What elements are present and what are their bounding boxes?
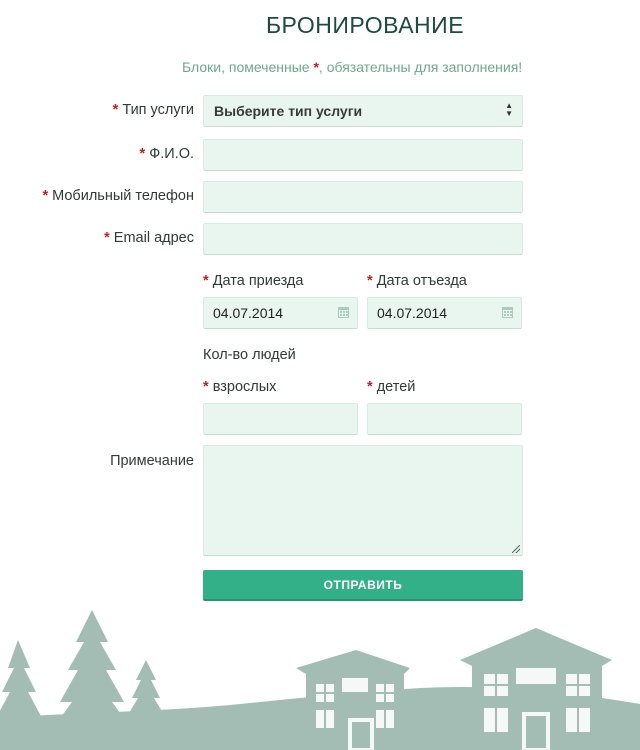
departure-date-value: 04.07.2014 xyxy=(377,305,448,321)
arrival-date-label xyxy=(203,273,303,289)
required-mark: * xyxy=(203,273,209,289)
landscape-illustration xyxy=(0,600,640,750)
mobile-phone-label xyxy=(42,188,194,204)
calendar-icon[interactable] xyxy=(502,307,513,318)
departure-date-input[interactable] xyxy=(367,297,522,329)
email-label-text: Email адрес xyxy=(113,230,194,246)
page-title: БРОНИРОВАНИЕ xyxy=(265,12,465,38)
required-mark: * xyxy=(42,188,49,204)
service-type-label-text: Тип услуги xyxy=(122,102,194,118)
full-name-label xyxy=(140,146,195,162)
required-mark: * xyxy=(104,230,110,246)
departure-date-label-text: Дата отъезда xyxy=(376,273,467,289)
service-type-selected-value: Выберите тип услуги xyxy=(214,103,363,119)
required-mark: * xyxy=(203,379,209,395)
service-type-select[interactable] xyxy=(203,95,523,127)
full-name-label-text: Ф.И.О. xyxy=(149,146,194,162)
required-note xyxy=(182,59,522,75)
service-type-label xyxy=(113,102,194,118)
arrival-date-value: 04.07.2014 xyxy=(213,305,284,321)
mobile-phone-input[interactable] xyxy=(203,181,523,213)
arrival-date-input[interactable] xyxy=(203,297,358,329)
required-mark: * xyxy=(139,146,146,162)
required-mark: * xyxy=(367,273,373,289)
resize-grip-icon[interactable] xyxy=(512,545,520,553)
departure-date-label xyxy=(367,273,467,289)
required-mark: * xyxy=(112,102,119,118)
submit-button[interactable]: ОТПРАВИТЬ xyxy=(203,570,523,601)
adults-label-text: взрослых xyxy=(212,379,277,395)
people-count-heading: Кол-во людей xyxy=(203,347,296,363)
email-input[interactable] xyxy=(203,223,523,255)
adults-input[interactable] xyxy=(203,403,358,435)
email-label xyxy=(104,230,194,246)
required-note-before: Блоки, помеченные xyxy=(182,59,314,75)
full-name-input[interactable] xyxy=(203,139,523,171)
children-input[interactable] xyxy=(367,403,522,435)
arrival-date-label-text: Дата приезда xyxy=(212,273,304,289)
mobile-phone-label-text: Мобильный телефон xyxy=(52,188,194,204)
required-note-star: * xyxy=(313,59,319,75)
children-label xyxy=(367,379,415,395)
comment-label-text: Примечание xyxy=(110,453,194,469)
required-mark: * xyxy=(367,379,373,395)
comment-textarea[interactable] xyxy=(203,445,523,556)
adults-label xyxy=(203,379,276,395)
children-label-text: детей xyxy=(376,379,416,395)
updown-arrows-icon: ▲ ▼ xyxy=(505,101,513,118)
calendar-icon[interactable] xyxy=(338,307,349,318)
required-note-after: , обязательны для заполнения! xyxy=(318,59,523,75)
comment-label xyxy=(110,453,194,469)
